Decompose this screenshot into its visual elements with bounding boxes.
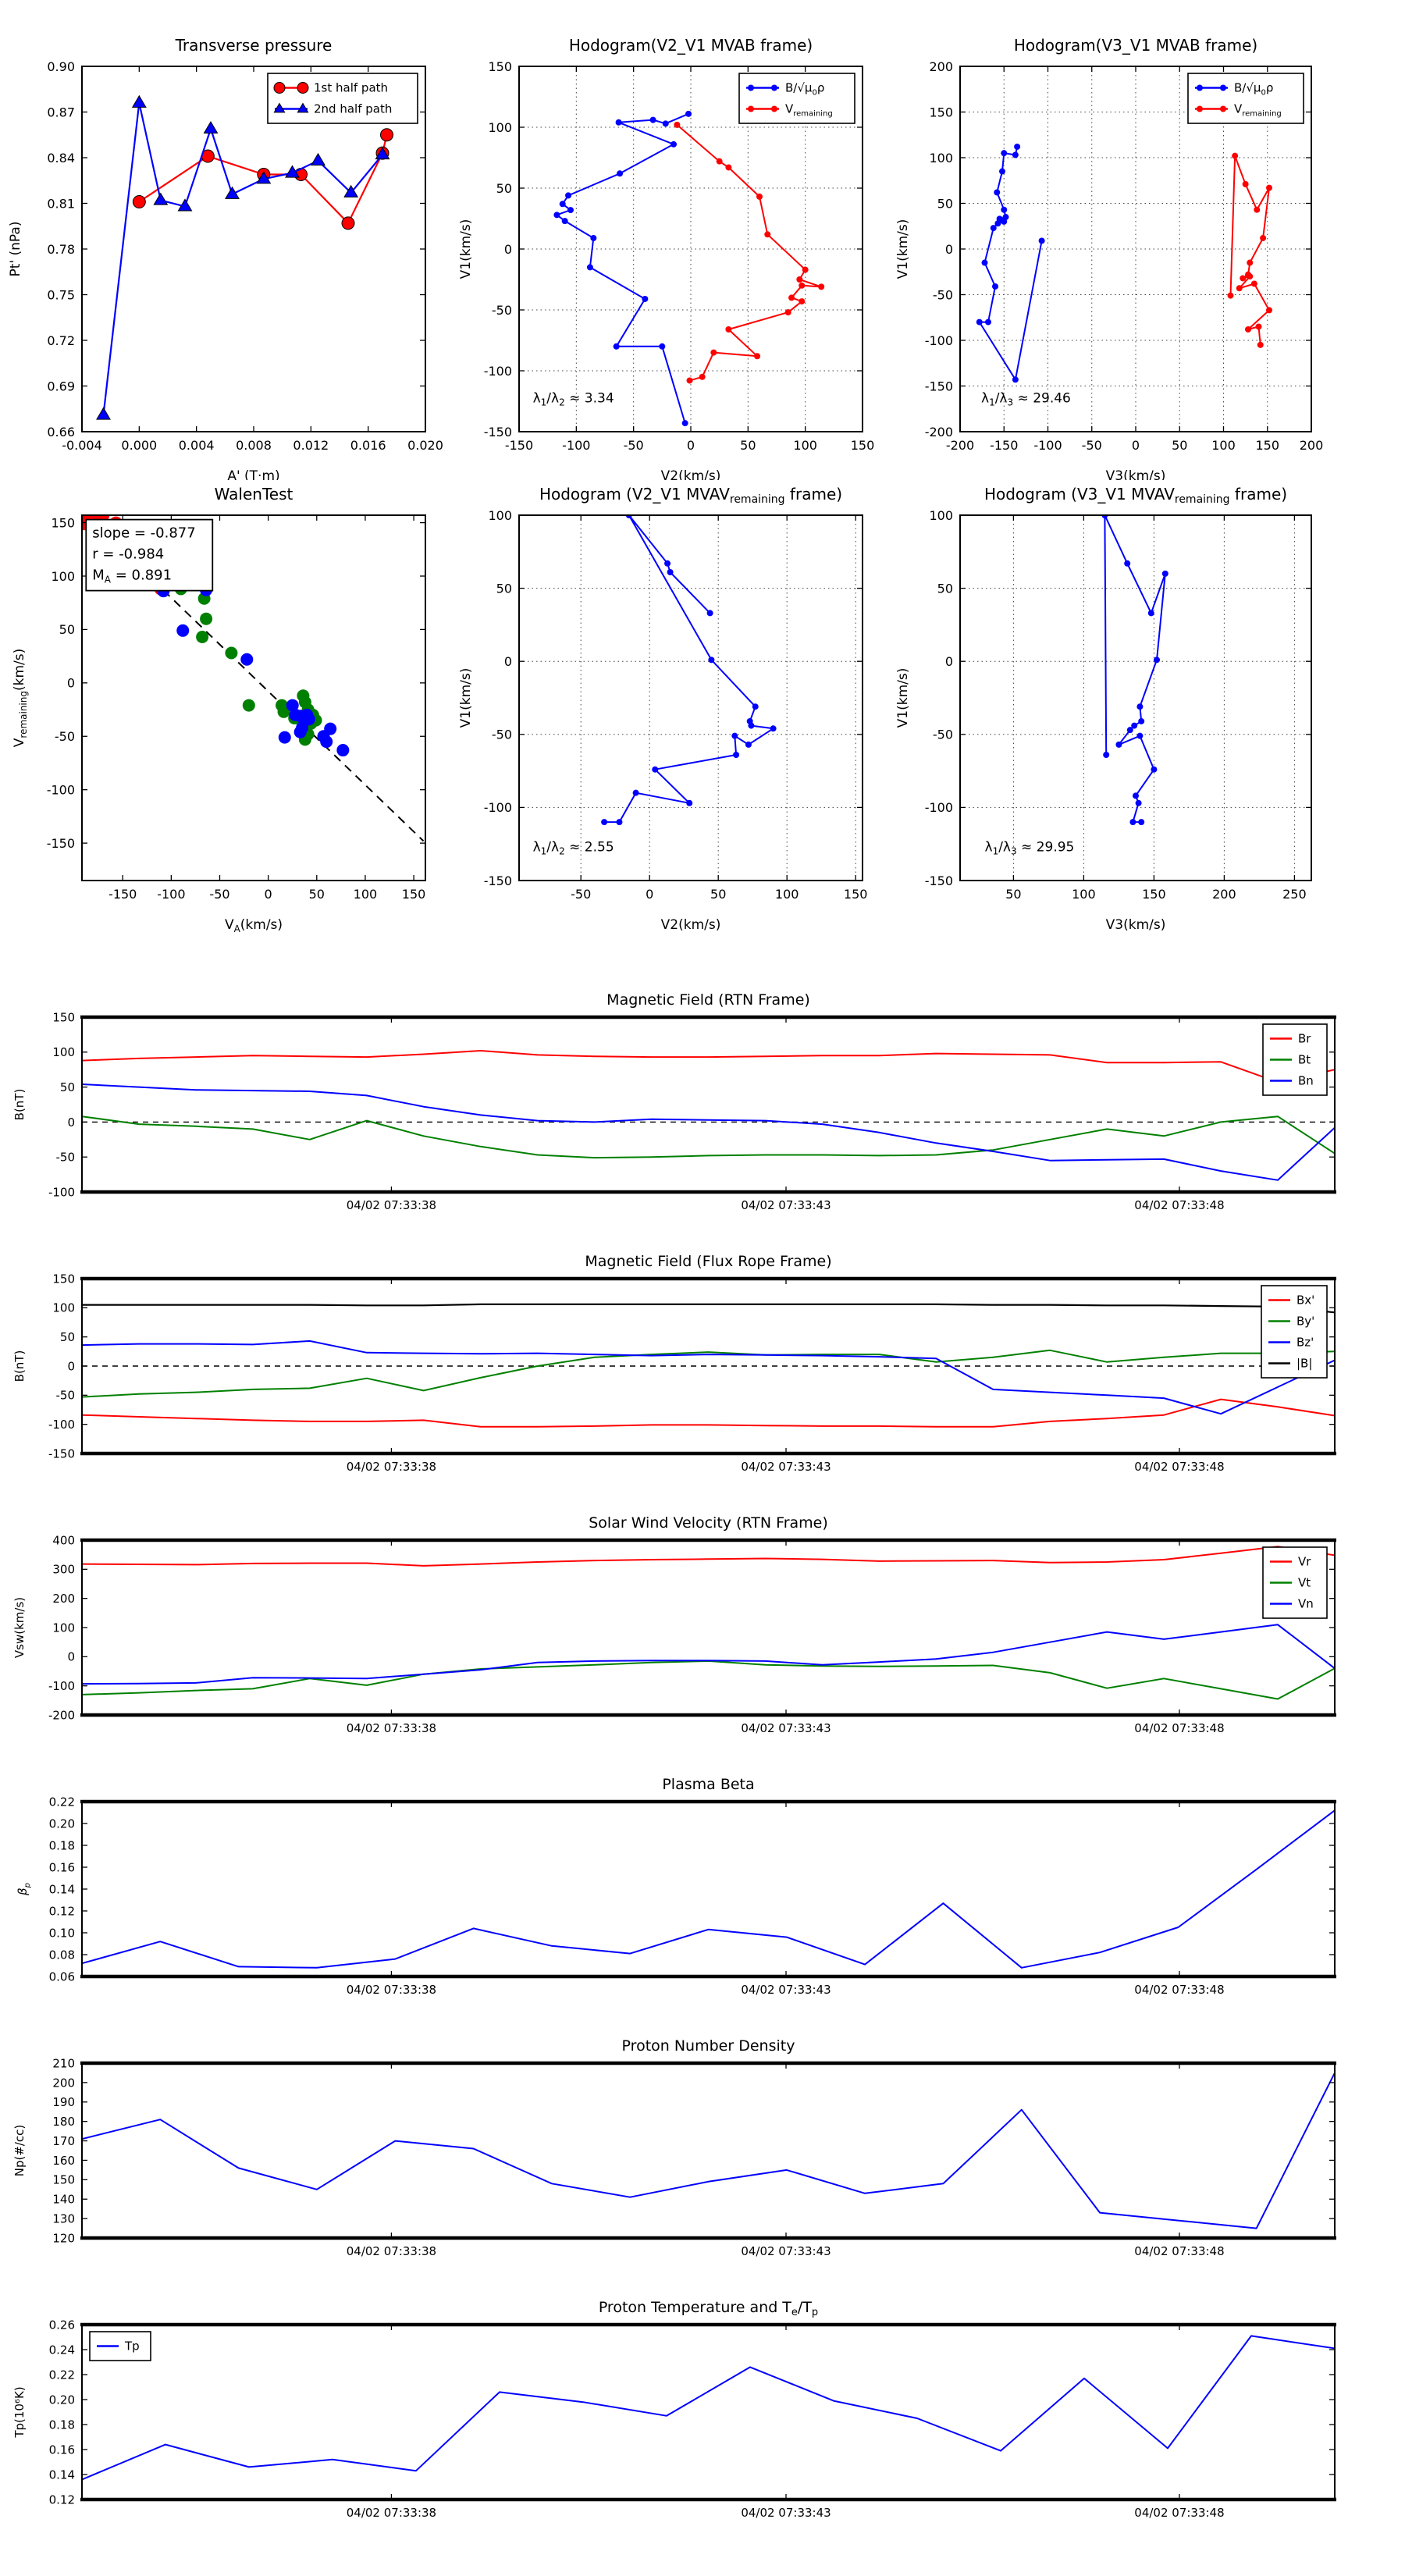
svg-text:-100: -100 [48, 1185, 75, 1200]
chart-solar-wind-velocity [0, 1503, 1405, 1764]
svg-text:Vremaining: $V_{remaining}$ [1234, 101, 1282, 119]
svg-text:100: 100 [1211, 438, 1236, 453]
chart-hodogram-v3v1-mvab [874, 0, 1405, 480]
svg-text:150: 150 [488, 59, 512, 74]
svg-text:0: 0 [66, 675, 75, 691]
svg-text:150: 150 [1255, 438, 1280, 453]
svg-text:-50: -50 [55, 1388, 75, 1403]
svg-text:04/02 07:33:38: 04/02 07:33:38 [346, 2244, 437, 2258]
svg-text:Tp: Tp [125, 2339, 140, 2354]
svg-text:-100: -100 [1033, 438, 1062, 453]
svg-text:Magnetic Field (RTN Frame): Magnetic Field (RTN Frame) [606, 991, 810, 1009]
svg-text:100: 100 [52, 1045, 75, 1060]
svg-text:150: 150 [850, 438, 875, 453]
svg-text:50: 50 [496, 180, 512, 196]
svg-text:04/02 07:33:43: 04/02 07:33:43 [741, 1721, 831, 1735]
svg-text:2nd half path: 2nd half path [314, 101, 393, 116]
svg-text:-0.004: -0.004 [62, 438, 102, 453]
svg-text:04/02 07:33:38: 04/02 07:33:38 [346, 1460, 437, 1474]
svg-text:By': By' [1297, 1314, 1315, 1329]
chart-magnetic-field-flux-rope [0, 1241, 1405, 1503]
svg-text:0.08: 0.08 [48, 1948, 75, 1962]
svg-text:200: 200 [52, 1592, 75, 1606]
svg-text:0.000: 0.000 [121, 438, 158, 453]
chart-plasma-beta [0, 1764, 1405, 2026]
svg-text:0.26: 0.26 [48, 2318, 75, 2332]
svg-text:Vsw(km/s): Vsw(km/s) [12, 1596, 27, 1659]
svg-text:0.004: 0.004 [178, 438, 215, 453]
svg-text:λ1/λ2 ≈ 3.34: $\lambda_1/\lambda_2 \approx 3.34$ [532, 390, 614, 408]
svg-text:200: 200 [1299, 438, 1324, 453]
svg-text:Plasma Beta: Plasma Beta [662, 1776, 755, 1793]
svg-text:0: 0 [503, 653, 512, 669]
svg-text:04/02 07:33:48: 04/02 07:33:48 [1134, 1721, 1225, 1735]
svg-text:150: 150 [401, 887, 426, 902]
svg-text:400: 400 [52, 1533, 75, 1548]
svg-text:V3(km/s): V3(km/s) [1105, 468, 1166, 480]
svg-text:B/√μ0ρ: $B/√\mu_0\rho$ [785, 80, 825, 98]
svg-text:0: 0 [67, 1115, 75, 1130]
svg-text:B(nT): B(nT) [12, 1088, 27, 1121]
svg-text:-50: -50 [209, 887, 230, 902]
svg-text:Vremaining: $V_{remaining}$ [785, 101, 833, 119]
svg-text:-50: -50 [571, 887, 592, 902]
svg-text:VA(km/s): $V_A(km/s)$ [224, 917, 283, 934]
chart-magnetic-field-rtn [0, 980, 1405, 1241]
svg-text:200: 200 [52, 2076, 75, 2090]
svg-text:-50: -50 [54, 729, 75, 745]
svg-text:0.84: 0.84 [47, 150, 75, 165]
chart-hodogram-v2v1-mvab [437, 0, 921, 480]
svg-text:Bz': Bz' [1297, 1335, 1314, 1350]
svg-text:-50: -50 [932, 727, 953, 742]
svg-text:150: 150 [52, 2172, 75, 2187]
svg-text:0.16: 0.16 [48, 1860, 75, 1875]
svg-text:100: 100 [774, 887, 799, 902]
svg-text:100: 100 [488, 119, 512, 135]
svg-text:210: 210 [52, 2056, 75, 2071]
svg-text:V1(km/s): V1(km/s) [895, 219, 911, 279]
svg-text:Transverse pressure: Transverse pressure [175, 36, 333, 55]
svg-text:200: 200 [929, 59, 953, 74]
svg-text:λ1/λ3 ≈ 29.95: $\lambda_1/\lambda_3 \approx 29.95$ [984, 839, 1075, 857]
svg-text:-100: -100 [157, 887, 186, 902]
svg-text:0.24: 0.24 [48, 2343, 75, 2357]
svg-text:04/02 07:33:43: 04/02 07:33:43 [741, 1198, 831, 1212]
svg-text:04/02 07:33:38: 04/02 07:33:38 [346, 1983, 437, 1997]
svg-text:50: 50 [59, 622, 75, 638]
svg-text:50: 50 [937, 196, 953, 212]
svg-text:-100: -100 [483, 800, 512, 816]
svg-text:0.06: 0.06 [48, 1969, 75, 1984]
svg-text:130: 130 [52, 2211, 75, 2226]
chart-hodogram-v3v1-mvav [874, 437, 1405, 945]
svg-text:170: 170 [52, 2133, 75, 2148]
chart-walen-test [0, 437, 484, 945]
svg-text:04/02 07:33:38: 04/02 07:33:38 [346, 1721, 437, 1735]
svg-text:-150: -150 [504, 438, 534, 453]
svg-text:160: 160 [52, 2153, 75, 2168]
svg-text:-50: -50 [1081, 438, 1102, 453]
svg-text:180: 180 [52, 2115, 75, 2129]
svg-text:100: 100 [488, 507, 512, 523]
svg-text:200: 200 [1212, 887, 1236, 902]
svg-text:0.20: 0.20 [48, 1816, 75, 1831]
svg-text:-100: -100 [924, 800, 953, 816]
svg-text:0.14: 0.14 [48, 2467, 75, 2482]
svg-text:-150: -150 [108, 887, 137, 902]
svg-text:0: 0 [67, 1359, 75, 1374]
svg-text:150: 150 [843, 887, 868, 902]
svg-text:0.12: 0.12 [48, 1904, 75, 1919]
svg-text:100: 100 [793, 438, 817, 453]
svg-text:V2(km/s): V2(km/s) [660, 468, 721, 480]
svg-text:0.20: 0.20 [48, 2393, 75, 2407]
svg-text:140: 140 [52, 2192, 75, 2207]
svg-text:04/02 07:33:48: 04/02 07:33:48 [1134, 1460, 1225, 1474]
svg-text:V1(km/s): V1(km/s) [895, 667, 911, 728]
svg-text:Vt: Vt [1298, 1575, 1311, 1590]
svg-text:Vr: Vr [1298, 1554, 1311, 1569]
chart-transverse-pressure [0, 0, 484, 480]
svg-text:50: 50 [496, 581, 512, 596]
svg-text:100: 100 [1072, 887, 1096, 902]
svg-text:B/√μ0ρ: $B/√\mu_0\rho$ [1234, 80, 1274, 98]
svg-text:Br: Br [1298, 1031, 1311, 1046]
svg-text:-50: -50 [491, 302, 512, 318]
svg-text:-50: -50 [623, 438, 644, 453]
svg-text:50: 50 [59, 1080, 75, 1094]
svg-text:04/02 07:33:43: 04/02 07:33:43 [741, 1460, 831, 1474]
svg-text:Tp(10⁶K): Tp(10⁶K) [12, 2386, 27, 2438]
svg-text:0.18: 0.18 [48, 1838, 75, 1853]
svg-text:100: 100 [52, 1621, 75, 1635]
svg-text:100: 100 [51, 568, 75, 584]
svg-text:λ1/λ2 ≈ 2.55: $\lambda_1/\lambda_2 \approx 2.55$ [532, 839, 614, 857]
svg-text:0: 0 [944, 653, 953, 669]
svg-text:V3(km/s): V3(km/s) [1105, 917, 1166, 933]
svg-text:0.012: 0.012 [293, 438, 329, 453]
svg-text:300: 300 [52, 1562, 75, 1577]
svg-text:WalenTest: WalenTest [214, 485, 293, 503]
svg-text:0.81: 0.81 [47, 196, 75, 212]
svg-text:0.22: 0.22 [48, 1795, 75, 1809]
svg-text:0.016: 0.016 [350, 438, 386, 453]
svg-text:0: 0 [1131, 438, 1140, 453]
svg-text:0: 0 [503, 241, 512, 257]
svg-text:βp: $\beta_p$ [16, 1883, 32, 1895]
svg-text:0.69: 0.69 [47, 379, 75, 394]
svg-text:0: 0 [67, 1649, 75, 1664]
svg-text:Bx': Bx' [1297, 1293, 1315, 1308]
svg-text:150: 150 [52, 1010, 75, 1025]
svg-text:Np(#/cc): Np(#/cc) [12, 2124, 27, 2177]
svg-text:-100: -100 [46, 782, 75, 798]
svg-text:50: 50 [59, 1330, 75, 1345]
svg-text:1st half path: 1st half path [314, 80, 389, 95]
svg-text:slope = -0.877: slope = -0.877 [92, 525, 196, 542]
svg-text:-100: -100 [48, 1679, 75, 1694]
svg-text:-100: -100 [48, 1418, 75, 1432]
svg-text:-50: -50 [491, 727, 512, 742]
svg-text:0.72: 0.72 [47, 333, 75, 348]
svg-text:-150: -150 [990, 438, 1019, 453]
svg-text:150: 150 [1142, 887, 1166, 902]
svg-text:150: 150 [929, 105, 953, 120]
svg-text:0: 0 [646, 887, 654, 902]
svg-text:-150: -150 [48, 1446, 75, 1461]
svg-text:-150: -150 [46, 835, 75, 851]
svg-text:0.16: 0.16 [48, 2443, 75, 2457]
svg-text:0.75: 0.75 [47, 287, 75, 303]
svg-text:Hodogram (V2_V1 MVAVremaining: Hodogram (V2_V1 $MVAV_{remaining}$ frame) [539, 485, 843, 506]
svg-text:Hodogram(V2_V1 MVAB frame): Hodogram(V2_V1 MVAB frame) [568, 36, 813, 55]
svg-text:04/02 07:33:38: 04/02 07:33:38 [346, 1198, 437, 1212]
svg-text:-50: -50 [55, 1150, 75, 1165]
svg-text:-150: -150 [924, 379, 953, 394]
svg-text:Vremaining(km/s): $V_{remaining}(km/s)$ [12, 648, 29, 748]
svg-text:190: 190 [52, 2095, 75, 2110]
svg-text:Bn: Bn [1298, 1073, 1314, 1088]
chart-hodogram-v2v1-mvav [437, 437, 921, 945]
svg-text:250: 250 [1282, 887, 1307, 902]
svg-text:0.66: 0.66 [47, 424, 75, 439]
svg-text:Hodogram(V3_V1 MVAB frame): Hodogram(V3_V1 MVAB frame) [1013, 36, 1258, 55]
svg-text:Solar Wind Velocity (RTN Frame: Solar Wind Velocity (RTN Frame) [589, 1514, 828, 1532]
svg-text:120: 120 [52, 2231, 75, 2246]
svg-text:V1(km/s): V1(km/s) [458, 219, 474, 279]
svg-text:50: 50 [1005, 887, 1022, 902]
svg-text:-100: -100 [924, 333, 953, 348]
svg-text:04/02 07:33:48: 04/02 07:33:48 [1134, 1198, 1225, 1212]
svg-text:0.22: 0.22 [48, 2368, 75, 2382]
svg-text:04/02 07:33:48: 04/02 07:33:48 [1134, 1983, 1225, 1997]
svg-text:0.14: 0.14 [48, 1882, 75, 1897]
svg-text:-50: -50 [932, 287, 953, 303]
svg-text:100: 100 [353, 887, 378, 902]
svg-text:50: 50 [937, 581, 953, 596]
svg-text:04/02 07:33:48: 04/02 07:33:48 [1134, 2506, 1225, 2520]
svg-text:0.008: 0.008 [236, 438, 272, 453]
svg-text:50: 50 [308, 887, 325, 902]
svg-text:Pt' (nPa): Pt' (nPa) [8, 221, 23, 277]
svg-text:0: 0 [264, 887, 272, 902]
svg-text:150: 150 [52, 1272, 75, 1286]
svg-text:04/02 07:33:43: 04/02 07:33:43 [741, 1983, 831, 1997]
svg-text:04/02 07:33:43: 04/02 07:33:43 [741, 2244, 831, 2258]
svg-text:50: 50 [1172, 438, 1188, 453]
svg-text:-200: -200 [924, 424, 953, 439]
svg-text:04/02 07:33:43: 04/02 07:33:43 [741, 2506, 831, 2520]
svg-text:04/02 07:33:48: 04/02 07:33:48 [1134, 2244, 1225, 2258]
svg-text:-150: -150 [483, 873, 512, 888]
svg-text:r = -0.984: r = -0.984 [92, 546, 165, 563]
svg-text:100: 100 [52, 1300, 75, 1315]
svg-text:V1(km/s): V1(km/s) [458, 667, 474, 728]
svg-text:100: 100 [929, 150, 953, 165]
svg-text:150: 150 [51, 515, 75, 531]
svg-text:0.87: 0.87 [47, 105, 75, 120]
svg-text:Bt: Bt [1298, 1052, 1311, 1067]
svg-text:V2(km/s): V2(km/s) [660, 917, 721, 933]
svg-text:0: 0 [944, 241, 953, 257]
svg-text:Vn: Vn [1298, 1596, 1314, 1611]
svg-text:0: 0 [686, 438, 695, 453]
chart-proton-number-density [0, 2026, 1405, 2287]
svg-text:100: 100 [929, 507, 953, 523]
svg-text:0.12: 0.12 [48, 2492, 75, 2507]
svg-text:04/02 07:33:38: 04/02 07:33:38 [346, 2506, 437, 2520]
svg-text:0.020: 0.020 [407, 438, 443, 453]
svg-text:50: 50 [740, 438, 756, 453]
svg-text:Proton Number Density: Proton Number Density [621, 2037, 795, 2055]
svg-text:-100: -100 [562, 438, 591, 453]
svg-text:0.90: 0.90 [47, 59, 75, 74]
chart-proton-temperature [0, 2287, 1405, 2574]
svg-text:B(nT): B(nT) [12, 1350, 27, 1382]
svg-text:A' (T·m): A' (T·m) [227, 468, 280, 480]
svg-text:-150: -150 [924, 873, 953, 888]
svg-text:0.10: 0.10 [48, 1926, 75, 1941]
svg-text:|B|: |B| [1297, 1356, 1313, 1371]
svg-text:λ1/λ3 ≈ 29.46: $\lambda_1/\lambda_3 \approx 29.46$ [981, 390, 1071, 408]
svg-text:-200: -200 [945, 438, 975, 453]
svg-text:MA = 0.891: $M_A = 0.891$ [92, 567, 173, 585]
svg-text:Proton Temperature and Te/Tp: Proton Temperature and $T_e/T_p$ [598, 2299, 819, 2318]
svg-text:-150: -150 [483, 424, 512, 439]
svg-text:0.18: 0.18 [48, 2418, 75, 2432]
svg-text:-200: -200 [48, 1708, 75, 1723]
svg-text:50: 50 [710, 887, 727, 902]
svg-text:0.78: 0.78 [47, 241, 75, 257]
svg-text:Hodogram (V3_V1 MVAVremaining: Hodogram (V3_V1 $MVAV_{remaining}$ frame) [984, 485, 1288, 506]
svg-text:-100: -100 [483, 363, 512, 379]
svg-text:Magnetic Field (Flux Rope Fram: Magnetic Field (Flux Rope Frame) [585, 1253, 832, 1270]
